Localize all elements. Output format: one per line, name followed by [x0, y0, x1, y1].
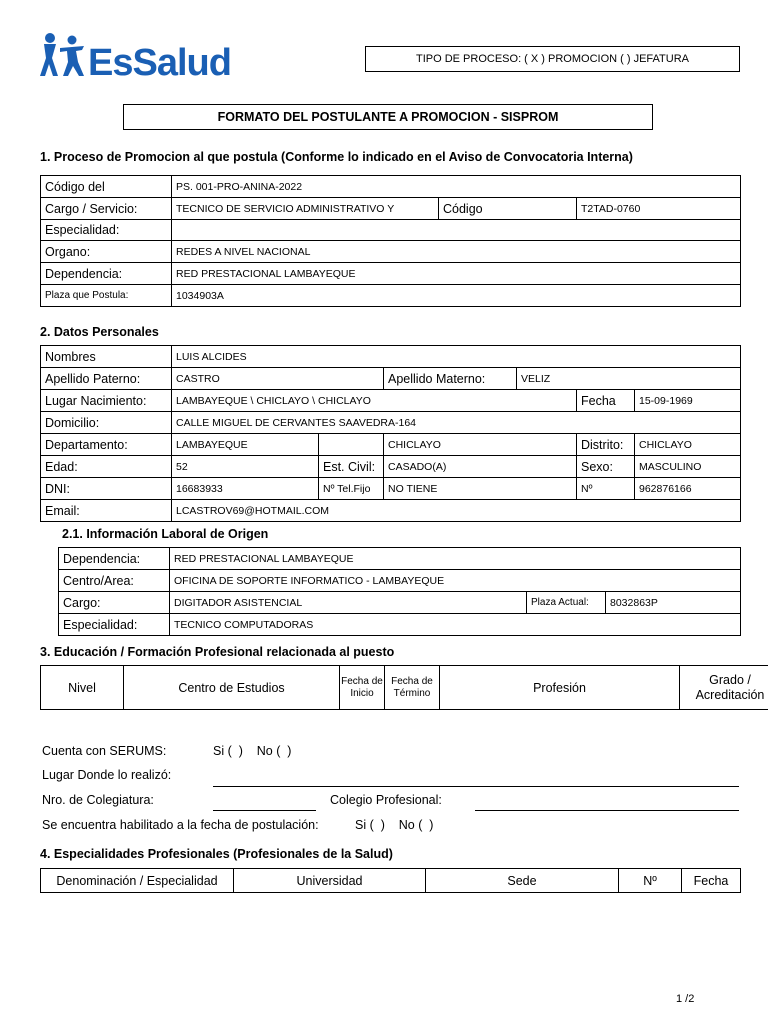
habilitado-label: Se encuentra habilitado a la fecha de postulación: — [42, 818, 319, 832]
cargo-label: Cargo / Servicio: — [41, 198, 172, 220]
telfijo-label: Nº Tel.Fijo — [319, 478, 384, 500]
section1-table — [40, 175, 741, 307]
email-value: LCASTROV69@HOTMAIL.COM — [172, 500, 741, 522]
col-sede: Sede — [426, 869, 619, 893]
colegio-label: Colegio Profesional: — [330, 793, 442, 807]
centro-label: Centro/Area: — [59, 570, 170, 592]
section2-table — [40, 345, 741, 522]
page-number: 1 /2 — [676, 993, 695, 1005]
col-grado: Grado / Acreditación — [680, 666, 768, 710]
ap-paterno-label: Apellido Paterno: — [41, 368, 172, 390]
section4-title: 4. Especialidades Profesionales (Profesionales de la Salud) — [40, 847, 393, 861]
domicilio-value: CALLE MIGUEL DE CERVANTES SAAVEDRA-164 — [172, 412, 741, 434]
lugar-nac-value: LAMBAYEQUE \ CHICLAYO \ CHICLAYO — [172, 390, 577, 412]
fecha-label: Fecha — [577, 390, 635, 412]
col-termino: Fecha de Término — [385, 666, 440, 710]
distrito-label: Distrito: — [577, 434, 635, 456]
centro-value: OFICINA DE SOPORTE INFORMATICO - LAMBAYEQUE — [170, 570, 741, 592]
lugar-line[interactable] — [213, 786, 739, 787]
nombres-label: Nombres — [41, 346, 172, 368]
form-title: FORMATO DEL POSTULANTE A PROMOCION - SISPROM — [123, 104, 653, 130]
laboral-dependencia-value: RED PRESTACIONAL LAMBAYEQUE — [170, 548, 741, 570]
departamento-label: Departamento: — [41, 434, 172, 456]
section21-table — [58, 547, 741, 636]
provincia-value: CHICLAYO — [384, 434, 577, 456]
distrito-value: CHICLAYO — [635, 434, 741, 456]
col-fecha: Fecha — [682, 869, 741, 893]
ap-materno-value: VELIZ — [517, 368, 741, 390]
col-nro: Nº — [619, 869, 682, 893]
telfijo-value: NO TIENE — [384, 478, 577, 500]
codigo-value: PS. 001-PRO-ANINA-2022 — [172, 176, 741, 198]
col-centro: Centro de Estudios — [124, 666, 340, 710]
laboral-especialidad-value: TECNICO COMPUTADORAS — [170, 614, 741, 636]
colegiatura-line[interactable] — [213, 810, 316, 811]
section2-title: 2. Datos Personales — [40, 325, 159, 339]
dni-value: 16683933 — [172, 478, 319, 500]
sexo-value: MASCULINO — [635, 456, 741, 478]
codigo2-value: T2TAD-0760 — [577, 198, 741, 220]
cargo-value: TECNICO DE SERVICIO ADMINISTRATIVO Y — [172, 198, 439, 220]
plaza-actual-value: 8032863P — [606, 592, 741, 614]
departamento-value: LAMBAYEQUE — [172, 434, 319, 456]
section3-title: 3. Educación / Formación Profesional relacionada al puesto — [40, 645, 395, 659]
edad-label: Edad: — [41, 456, 172, 478]
nro-value: 962876166 — [635, 478, 741, 500]
serums-label: Cuenta con SERUMS: — [42, 744, 167, 758]
lugar-label: Lugar Donde lo realizó: — [42, 768, 172, 782]
nro-label: Nº — [577, 478, 635, 500]
especialidad-value — [172, 220, 741, 241]
organo-label: Organo: — [41, 241, 172, 263]
laboral-cargo-value: DIGITADOR ASISTENCIAL — [170, 592, 527, 614]
laboral-especialidad-label: Especialidad: — [59, 614, 170, 636]
fecha-value: 15-09-1969 — [635, 390, 741, 412]
plaza-actual-label: Plaza Actual: — [527, 592, 606, 614]
essalud-logo-icon — [38, 32, 90, 80]
plaza-value: 1034903A — [172, 285, 741, 307]
lugar-nac-label: Lugar Nacimiento: — [41, 390, 172, 412]
section21-title: 2.1. Información Laboral de Origen — [62, 527, 269, 541]
col-universidad: Universidad — [234, 869, 426, 893]
col-denominacion: Denominación / Especialidad — [41, 869, 234, 893]
domicilio-label: Domicilio: — [41, 412, 172, 434]
dni-label: DNI: — [41, 478, 172, 500]
education-table — [40, 665, 768, 710]
departamento-blank — [319, 434, 384, 456]
ap-materno-label: Apellido Materno: — [384, 368, 517, 390]
estcivil-label: Est. Civil: — [319, 456, 384, 478]
nombres-value: LUIS ALCIDES — [172, 346, 741, 368]
col-nivel: Nivel — [41, 666, 124, 710]
especialidad-label: Especialidad: — [41, 220, 172, 241]
brand-name: EsSalud — [88, 42, 231, 84]
habilitado-options[interactable]: Si ( ) No ( ) — [355, 818, 434, 832]
serums-options[interactable]: Si ( ) No ( ) — [213, 744, 292, 758]
especialidades-table — [40, 868, 741, 893]
edad-value: 52 — [172, 456, 319, 478]
section1-title: 1. Proceso de Promocion al que postula (Conforme lo indicado en el Aviso de Convocatoria Interna) — [40, 150, 633, 164]
laboral-cargo-label: Cargo: — [59, 592, 170, 614]
dependencia-label: Dependencia: — [41, 263, 172, 285]
email-label: Email: — [41, 500, 172, 522]
plaza-label: Plaza que Postula: — [41, 285, 172, 307]
organo-value: REDES A NIVEL NACIONAL — [172, 241, 741, 263]
ap-paterno-value: CASTRO — [172, 368, 384, 390]
codigo2-label: Código — [439, 198, 577, 220]
dependencia-value: RED PRESTACIONAL LAMBAYEQUE — [172, 263, 741, 285]
estcivil-value: CASADO(A) — [384, 456, 577, 478]
colegiatura-label: Nro. de Colegiatura: — [42, 793, 154, 807]
colegio-line[interactable] — [475, 810, 739, 811]
codigo-label: Código del — [41, 176, 172, 198]
laboral-dependencia-label: Dependencia: — [59, 548, 170, 570]
sexo-label: Sexo: — [577, 456, 635, 478]
col-profesion: Profesión — [440, 666, 680, 710]
col-inicio: Fecha de Inicio — [340, 666, 385, 710]
tipo-proceso-box: TIPO DE PROCESO: ( X ) PROMOCION ( ) JEFATURA — [365, 46, 740, 72]
